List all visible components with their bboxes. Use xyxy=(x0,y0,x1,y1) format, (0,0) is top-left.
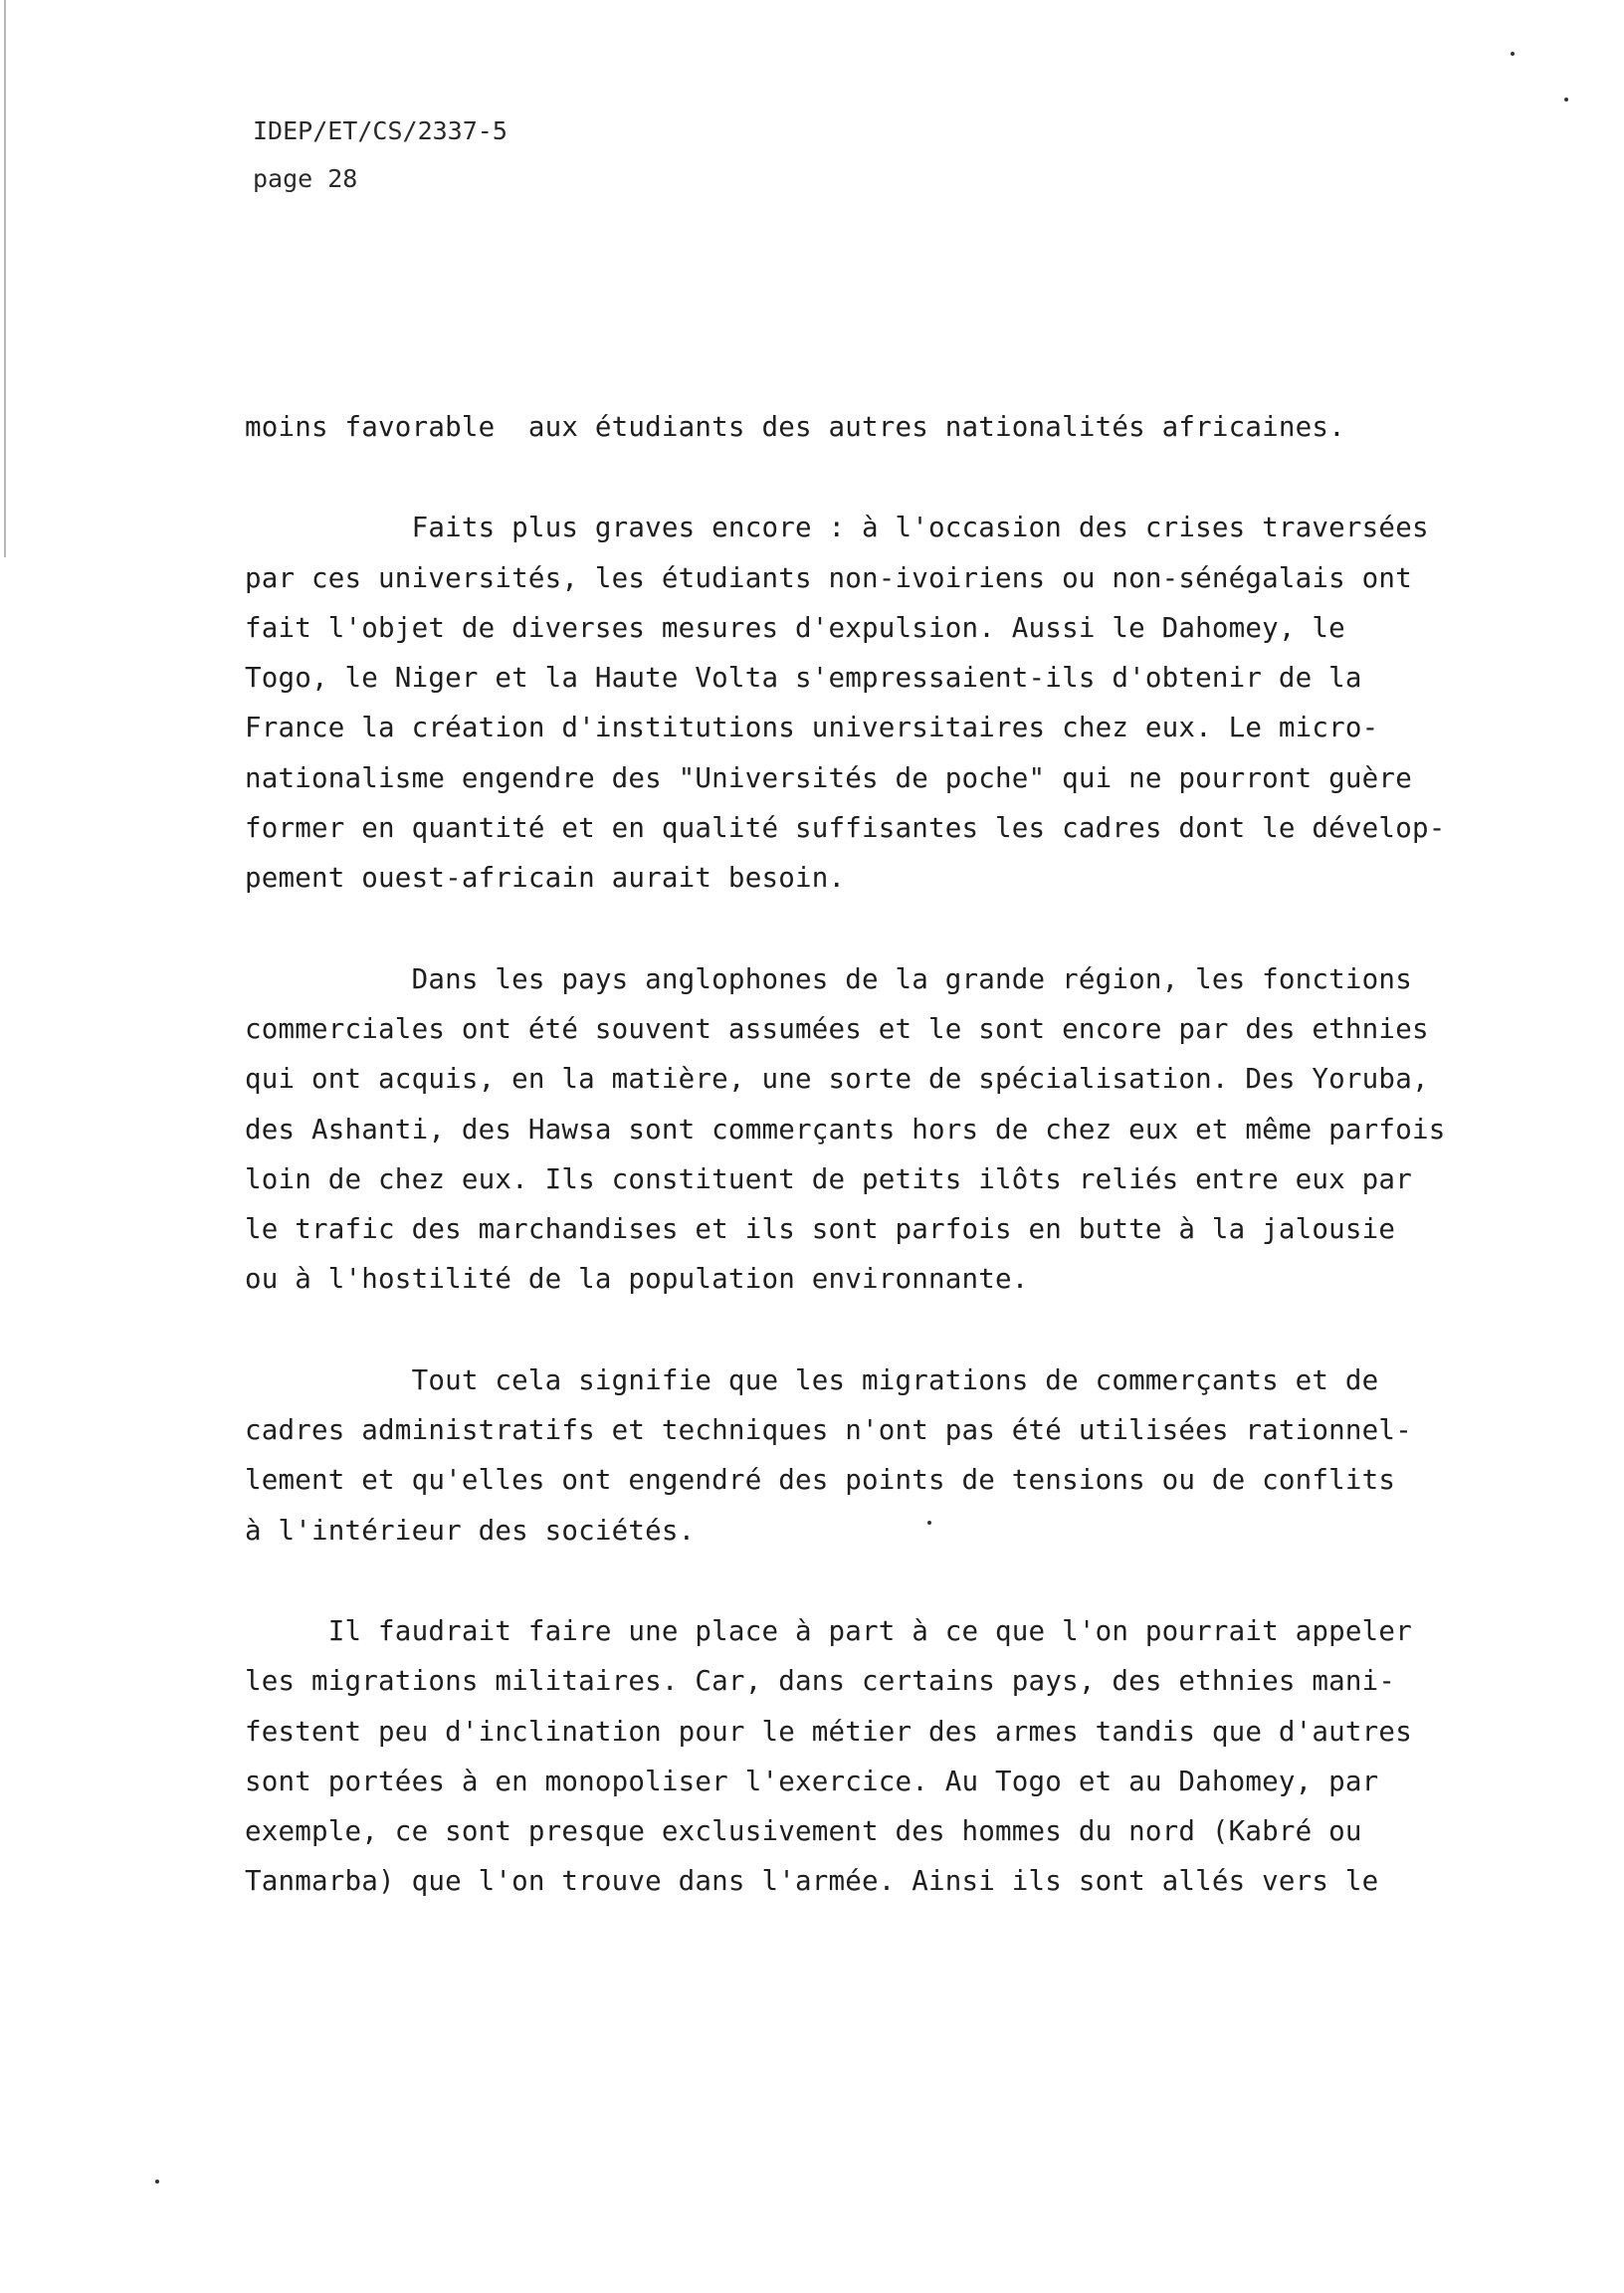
page-header xyxy=(253,107,508,203)
text-line: moins favorable aux étudiants des autres nationalités africaines. xyxy=(245,411,1345,443)
text-line: commerciales ont été souvent assumées et le sont encore par des ethnies xyxy=(245,1012,1429,1045)
text-line: exemple, ce sont presque exclusivement des hommes du nord (Kabré ou xyxy=(245,1815,1362,1848)
text-line: festent peu d'inclination pour le métier des armes tandis que d'autres xyxy=(245,1715,1412,1748)
paragraph xyxy=(245,503,1528,903)
text-line: Togo, le Niger et la Haute Volta s'empressaient-ils d'obtenir de la xyxy=(245,662,1362,695)
text-line: fait l'objet de diverses mesures d'expulsion. Aussi le Dahomey, le xyxy=(245,611,1345,644)
text-line: qui ont acquis, en la matière, une sorte de spécialisation. Des Yoruba, xyxy=(245,1063,1429,1096)
text-line: cadres administratifs et techniques n'ont pas été utilisées rationnel- xyxy=(245,1414,1412,1447)
text-line: des Ashanti, des Hawsa sont commerçants hors de chez eux et même parfois xyxy=(245,1113,1446,1146)
scan-speck xyxy=(1511,52,1515,56)
paragraph xyxy=(245,402,1528,452)
text-line: France la création d'institutions universitaires chez eux. Le micro- xyxy=(245,712,1379,744)
text-line: Tanmarba) que l'on trouve dans l'armée. Ainsi ils sont allés vers le xyxy=(245,1865,1379,1898)
paragraph-gap xyxy=(245,1556,1528,1606)
text-line: par ces universités, les étudiants non-ivoiriens ou non-sénégalais ont xyxy=(245,561,1412,594)
binding-edge xyxy=(4,0,6,557)
text-line: nationalisme engendre des "Universités de poche" qui ne pourront guère xyxy=(245,761,1412,794)
paragraph-gap xyxy=(245,904,1528,954)
paragraph xyxy=(245,954,1528,1305)
text-line: les migrations militaires. Car, dans certains pays, des ethnies mani- xyxy=(245,1665,1396,1698)
text-line: Tout cela signifie que les migrations de commerçants et de xyxy=(245,1363,1379,1396)
text-line: pement ouest-africain aurait besoin. xyxy=(245,862,846,895)
text-line: Dans les pays anglophones de la grande région, les fonctions xyxy=(245,962,1412,995)
paragraph-gap xyxy=(245,452,1528,503)
text-line: sont portées à en monopoliser l'exercice. Au Togo et au Dahomey, par xyxy=(245,1765,1379,1797)
text-line: former en quantité et en qualité suffisantes les cadres dont le dévelop- xyxy=(245,812,1446,845)
text-line: lement et qu'elles ont engendré des points de tensions ou de conflits xyxy=(245,1464,1396,1497)
document-reference: IDEP/ET/CS/2337-5 xyxy=(253,116,508,145)
paragraph xyxy=(245,1355,1528,1556)
scan-speck xyxy=(927,1521,931,1525)
paragraph-gap xyxy=(245,1305,1528,1355)
paragraph xyxy=(245,1606,1528,1907)
text-line: le trafic des marchandises et ils sont parfois en butte à la jalousie xyxy=(245,1213,1396,1246)
text-line: loin de chez eux. Ils constituent de petits ilôts reliés entre eux par xyxy=(245,1162,1412,1195)
scan-speck xyxy=(1564,98,1568,102)
text-line: Faits plus graves encore : à l'occasion des crises traversées xyxy=(245,512,1429,544)
text-line: ou à l'hostilité de la population environnante. xyxy=(245,1263,1029,1296)
body-text xyxy=(245,402,1528,1907)
scan-speck xyxy=(155,2180,159,2184)
text-line: à l'intérieur des sociétés. xyxy=(245,1514,696,1547)
page-number: page 28 xyxy=(253,164,358,193)
text-line: Il faudrait faire une place à part à ce que l'on pourrait appeler xyxy=(245,1614,1412,1647)
